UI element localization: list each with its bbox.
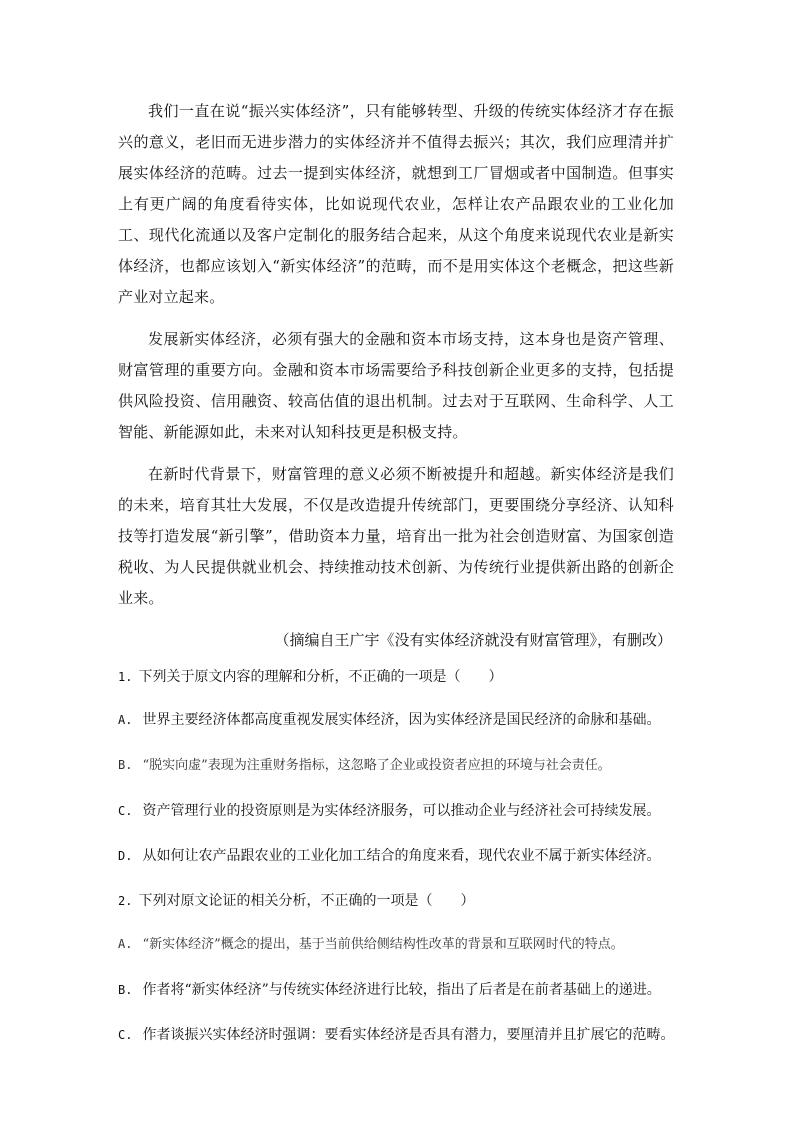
option-text: 世界主要经济体都高度重视发展实体经济，因为实体经济是国民经济的命脉和基础。 [142, 712, 661, 728]
question-2 [118, 891, 674, 1045]
option-b[interactable] [118, 980, 674, 1000]
question-1 [118, 667, 674, 866]
passage-source: （摘编自王广宇《没有实体经济就没有财富管理》，有删改） [274, 631, 672, 649]
option-text: 资产管理行业的投资原则是为实体经济服务，可以推动企业与经济社会可持续发展。 [142, 803, 661, 819]
option-text: 作者谈振兴实体经济时强调：要看实体经济是否具有潜力，要厘清并且扩展它的范畴。 [142, 1027, 675, 1043]
option-a[interactable] [118, 934, 674, 955]
passage-paragraph-3: 在新时代背景下，财富管理的意义必须不断被提升和超越。新实体经济是我们的未来，培育其壮大发展，不仅是改造提升传统部门，更要围绕分享经济、认知科技等打造发展“新引擎”，借助资本力量，培育出一批为社会创造财富、为国家创造税收、为人民提供就业机会、持续推动技术创新、为传统行业提供新出路的创新企业来。 [118, 465, 674, 607]
option-text: 从如何让农产品跟农业的工业化加工结合的角度来看，现代农业不属于新实体经济。 [142, 848, 661, 864]
option-letter: A. [118, 937, 133, 951]
option-text: 作者将“新实体经济”与传统实体经济进行比较，指出了后者是在前者基础上的递进。 [142, 982, 661, 998]
option-letter: B. [118, 758, 133, 772]
option-text: “新实体经济”概念的提出，基于当前供给侧结构性改革的背景和互联网时代的特点。 [142, 937, 624, 952]
reading-passage [118, 96, 674, 655]
option-text: “脱实向虚”表现为注重财务指标，这忽略了企业或投资者应担的环境与社会责任。 [142, 758, 611, 773]
exam-page [118, 96, 674, 1070]
option-a[interactable] [118, 710, 674, 730]
option-letter: B. [118, 983, 133, 997]
option-c[interactable] [118, 801, 674, 821]
passage-paragraph-1: 我们一直在说“振兴实体经济”，只有能够转型、升级的传统实体经济才存在振兴的意义，老旧而无进步潜力的实体经济并不值得去振兴；其次，我们应理清并扩展实体经济的范畴。过去一提到实体经济，就想到工厂冒烟或者中国制造。但事实上有更广阔的角度看待实体，比如说现代农业，怎样让农产品跟农业的工业化加工、现代化流通以及客户定制化的服务结合起来，从这个角度来说现代农业是新实体经济，也都应该划入“新实体经济”的范畴，而不是用实体这个老概念，把这些新产业对立起来。 [118, 102, 674, 306]
option-letter: C. [118, 1028, 133, 1042]
option-letter: C. [118, 804, 133, 818]
question-number: 1. [118, 670, 133, 684]
question-text: 下列关于原文内容的理解和分析，不正确的一项是（ ） [138, 669, 503, 685]
passage-paragraph-2: 发展新实体经济，必须有强大的金融和资本市场支持，这本身也是资产管理、财富管理的重要方向。金融和资本市场需要给予科技创新企业更多的支持，包括提供风险投资、信用融资、较高估值的退出机制。过去对于互联网、生命科学、人工智能、新能源如此，未来对认知科技更是积极支持。 [118, 330, 674, 441]
question-text: 下列对原文论证的相关分析，不正确的一项是（ ） [138, 893, 475, 909]
option-letter: A. [118, 713, 133, 727]
option-b[interactable] [118, 755, 674, 776]
question-number: 2. [118, 894, 133, 908]
option-letter: D. [118, 849, 133, 863]
question-stem [118, 891, 674, 911]
question-stem [118, 667, 674, 687]
option-c[interactable] [118, 1025, 674, 1045]
option-d[interactable] [118, 846, 674, 866]
